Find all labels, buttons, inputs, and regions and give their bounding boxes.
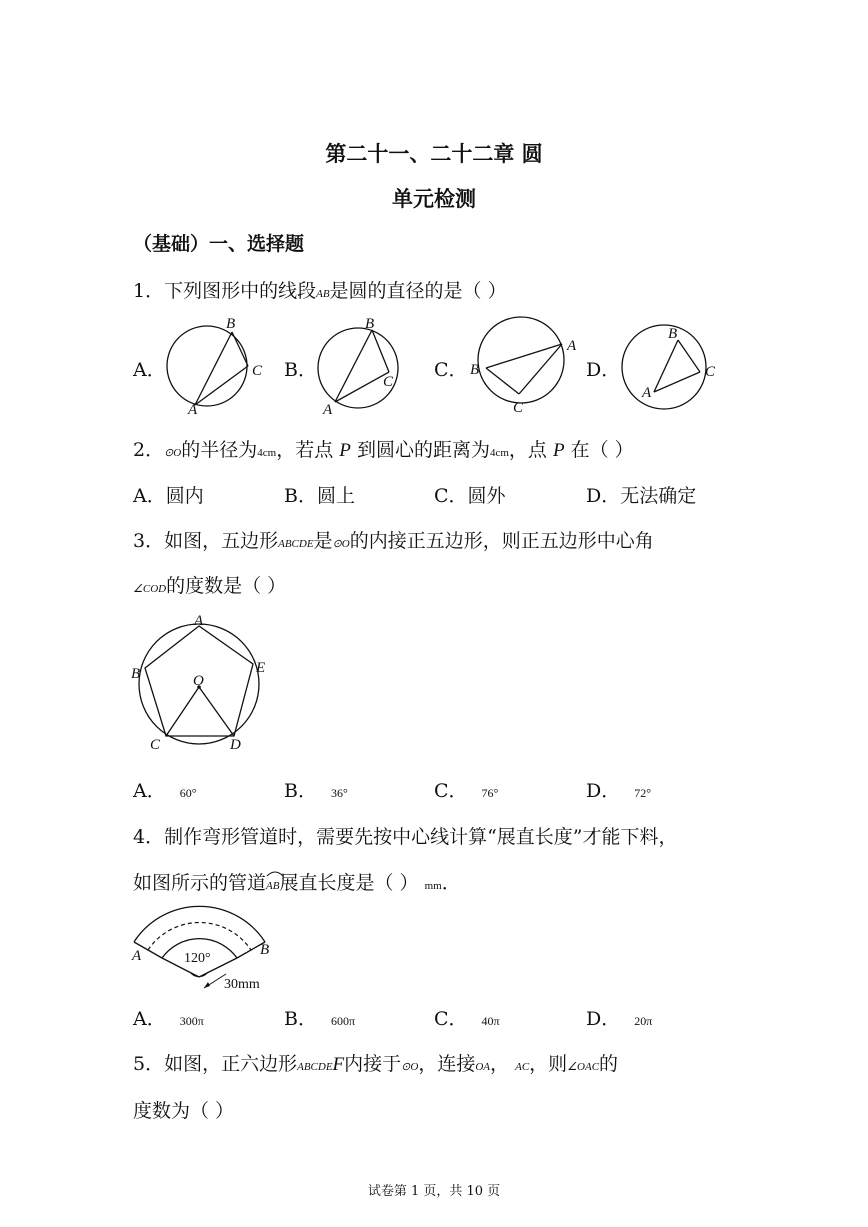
q1-text-end: 是圆的直径的是（ ） bbox=[329, 280, 507, 302]
q1b-label-a: A bbox=[323, 402, 333, 417]
q1d-label-c: C bbox=[705, 364, 716, 380]
q1-segment: AB bbox=[316, 288, 330, 300]
q1-text: 1．下列图形中的线段 bbox=[133, 280, 317, 302]
q1-figure-c bbox=[466, 312, 591, 417]
q2-distance: 4cm bbox=[489, 447, 509, 459]
q2-radius: 4cm bbox=[257, 447, 277, 459]
q3-circle-symbol: ⊙O bbox=[332, 538, 350, 550]
q3-label-e: E bbox=[256, 660, 266, 676]
question-4: 4．制作弯形管道时，需要先按中心线计算“展直长度”才能下料， bbox=[133, 826, 678, 848]
page-subtitle: 单元检测 bbox=[392, 186, 476, 211]
q2-option-b: B．圆上 bbox=[284, 485, 355, 507]
q3-label-b: B bbox=[131, 666, 141, 682]
q3-angle: ∠COD bbox=[133, 583, 167, 595]
q4-pipe-figure bbox=[128, 900, 278, 995]
q1a-label-c: C bbox=[252, 363, 263, 379]
q2-point: P bbox=[339, 440, 351, 461]
q4-label-b: B bbox=[260, 942, 270, 958]
q4-option-a: A． 300π bbox=[133, 1008, 204, 1030]
q4-width-label: 30mm bbox=[224, 977, 260, 992]
q3-pentagon-figure bbox=[128, 612, 278, 757]
q3-pentagon: ABCDE bbox=[278, 538, 314, 550]
q1d-label-a: A bbox=[642, 385, 652, 401]
q5-circle-symbol: ⊙O bbox=[401, 1061, 419, 1073]
q1a-label-b: B bbox=[226, 316, 236, 332]
page-footer: 试卷第 1 页，共 10 页 bbox=[367, 1184, 501, 1199]
q1b-label-c: C bbox=[383, 374, 394, 390]
question-3-cont: ∠COD的度数是（ ） bbox=[133, 575, 287, 597]
question-5: 5．如图，正六边形ABCDEF内接于⊙O，连接OA， AC，则∠OAC的 bbox=[133, 1053, 619, 1075]
q5-hexagon: ABCDE bbox=[297, 1061, 333, 1073]
question-4-cont: 如图所示的管道AB 展直长度是（ ） mm． bbox=[133, 872, 461, 894]
q3-label-a: A bbox=[194, 613, 204, 629]
q4-arc-ab: AB bbox=[266, 872, 279, 894]
q1-option-d-label: D． bbox=[586, 359, 621, 381]
q2-option-c: C．圆外 bbox=[434, 485, 506, 507]
q5-segment-oa: OA bbox=[475, 1061, 491, 1073]
q1b-label-b: B bbox=[365, 316, 375, 332]
q3-label-c: C bbox=[150, 737, 161, 753]
q4-option-b: B． 600π bbox=[284, 1008, 356, 1030]
q3-option-c: C． 76° bbox=[434, 780, 499, 802]
q4-option-c: C． 40π bbox=[434, 1008, 500, 1030]
question-2: 2．⊙O的半径为4cm，若点 P 到圆心的距离为4cm，点 P 在（ ） bbox=[133, 439, 634, 461]
page-title: 第二十一、二十二章 圆 bbox=[325, 141, 543, 166]
q2-circle-symbol: ⊙O bbox=[164, 447, 182, 459]
q1-figure-a bbox=[160, 312, 275, 417]
q5-segment-ac: AC bbox=[515, 1061, 530, 1073]
q1-option-a-label: A． bbox=[133, 359, 166, 381]
question-5-cont: 度数为（ ） bbox=[133, 1100, 235, 1122]
q1-figure-d bbox=[612, 312, 727, 417]
q1-option-b-label: B． bbox=[284, 359, 317, 381]
q1d-label-b: B bbox=[668, 326, 678, 342]
q1a-label-a: A bbox=[188, 402, 198, 417]
question-1 bbox=[133, 276, 507, 303]
q4-angle-label: 120° bbox=[184, 951, 211, 966]
q3-label-d: D bbox=[230, 737, 241, 753]
q1-option-c-label: C． bbox=[434, 359, 468, 381]
q2-option-a: A．圆内 bbox=[133, 485, 204, 507]
q4-unit: mm bbox=[424, 880, 442, 892]
q3-option-d: D． 72° bbox=[586, 780, 652, 802]
q3-label-o: O bbox=[193, 673, 204, 689]
section-heading: （基础）一、选择题 bbox=[133, 233, 305, 255]
question-3: 3．如图，五边形ABCDE是⊙O的内接正五边形，则正五边形中心角 bbox=[133, 530, 654, 552]
q5-angle: ∠OAC bbox=[567, 1061, 600, 1073]
q3-option-b: B． 36° bbox=[284, 780, 348, 802]
q1c-label-a: A bbox=[567, 338, 577, 354]
q1c-label-b: B bbox=[470, 362, 480, 378]
q2-option-d: D．无法确定 bbox=[586, 485, 697, 507]
q4-label-a: A bbox=[132, 948, 142, 964]
q1c-label-c: C bbox=[513, 400, 524, 416]
q4-option-d: D． 20π bbox=[586, 1008, 653, 1030]
q3-option-a: A． 60° bbox=[133, 780, 197, 802]
q1-figure-b bbox=[310, 312, 425, 417]
